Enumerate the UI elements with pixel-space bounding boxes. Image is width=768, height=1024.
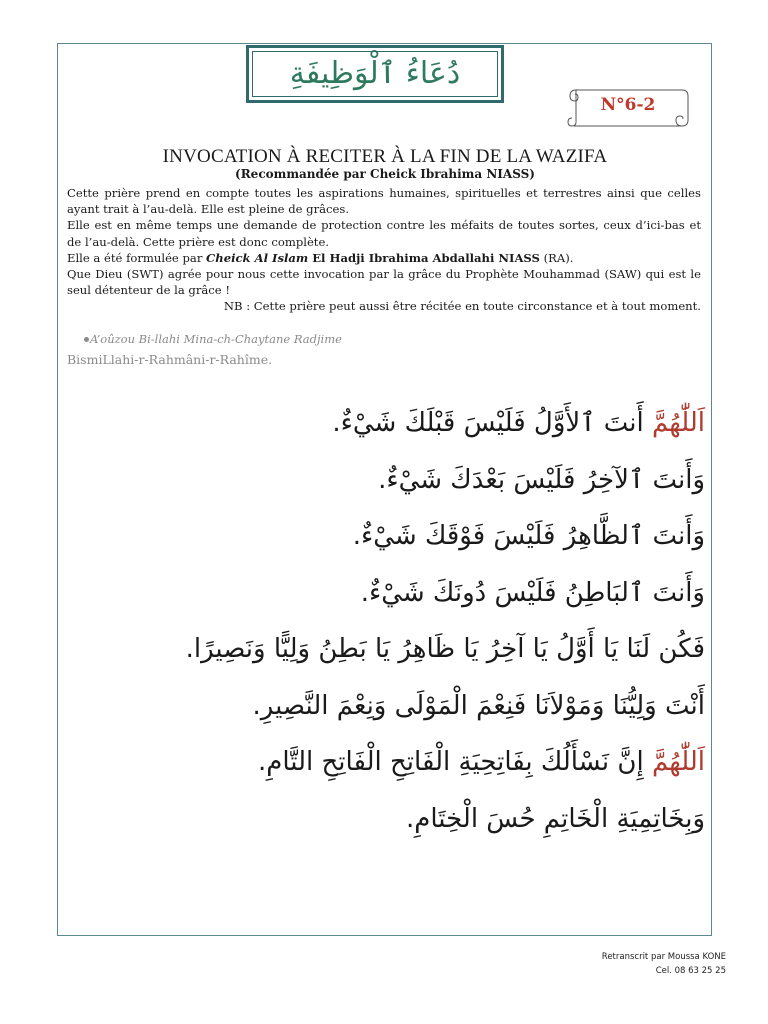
paragraph-protection: Elle est en même temps une demande de protection contre les méfaits de toutes sortes, ceux d’ici-bas et de l’au-delà. Cette prière est donc complète. <box>67 218 701 249</box>
bullet-text: A’oûzou Bi-llahi Mina-ch-Chaytane Radjime <box>90 332 342 346</box>
arabic-line-red: اَللّٰهُمَّ <box>651 747 705 777</box>
arabic-invocation <box>95 395 705 847</box>
arabic-line <box>95 508 705 565</box>
arabic-line-text: أَنْتَ وَلِيُّنَا وَمَوْلاَنَا فَنِعْمَ الْمَوْلَى وَنِعْمَ النَّصِيرِ. <box>252 690 705 721</box>
paragraph-blessing: Que Dieu (SWT) agrée pour nous cette invocation par la grâce du Prophète Mouhammad (SAW) qui est le seul détenteur de la grâce ! <box>67 267 701 298</box>
arabic-line-text: وَأَنتَ ٱلآخِرُ فَلَيْسَ بَعْدَكَ شَيْءٌ. <box>378 464 705 495</box>
paragraph-attribution <box>67 250 701 266</box>
bullet-icon <box>84 337 89 342</box>
number-scroll-badge <box>566 86 690 128</box>
transcriber-credit: Retranscrit par Moussa KONE <box>601 952 726 962</box>
title-box <box>246 45 504 103</box>
phone-number: Cel. 08 63 25 25 <box>655 966 726 976</box>
document-subheading: (Recommandée par Cheick Ibrahima NIASS) <box>235 167 535 181</box>
arabic-line-text: إِنَّ نَسْأَلُكَ بِفَاتِحِيَةِ الْفَاتِحِ الْفَاتِحِ التَّامِ. <box>257 747 652 777</box>
arabic-line <box>95 395 705 452</box>
arabic-line-red: اَللّٰهُمَّ <box>651 408 705 438</box>
arabic-line <box>95 621 705 678</box>
nb-note: NB : Cette prière peut aussi être récitée en toute circonstance et à tout moment. <box>223 299 701 314</box>
number-badge-text: N°6-2 <box>600 95 656 115</box>
arabic-line-text: وَأَنتَ ٱلظَّاهِرُ فَلَيْسَ فَوْقَكَ شَيْءٌ. <box>352 521 705 551</box>
arabic-line <box>95 678 705 735</box>
arabic-line <box>95 734 705 791</box>
arabic-line <box>95 452 705 509</box>
footer <box>602 950 726 978</box>
attribution-prefix: Elle a été formulée par <box>67 250 207 265</box>
attribution-name: El Hadji Ibrahima Abdallahi NIASS <box>308 250 540 265</box>
arabic-line-text: فَكُن لَنَا يَا أَوَّلُ يَا آخِرُ يَا ظَاهِرُ يَا بَطِنُ وَلِيًّا وَنَصِيرًا. <box>185 634 705 664</box>
attribution-suffix: (RA). <box>539 250 574 265</box>
bullet-item <box>90 332 342 346</box>
arabic-line <box>95 791 705 848</box>
arabic-line-text: أَنتَ ٱلأَوَّلُ فَلَيْسَ قَبْلَكَ شَيْءٌ. <box>332 408 652 438</box>
arabic-title: دُعَاءُ ٱلْوَظِيفَةِ <box>289 56 461 91</box>
arabic-line <box>95 565 705 622</box>
description-block <box>67 185 701 315</box>
bismillah-line: BismiLlahi-r-Rahmâni-r-Rahîme. <box>67 352 273 367</box>
document-heading: INVOCATION À RECITER À LA FIN DE LA WAZIFA <box>162 146 608 167</box>
paragraph-aspirations: Cette prière prend en compte toutes les aspirations humaines, spirituelles et terrestres ainsi que celles ayant trait à l’au-delà. Elle est pleine de grâces. <box>67 186 701 217</box>
arabic-line-text: وَأَنتَ ٱلبَاطِنُ فَلَيْسَ دُونَكَ شَيْءٌ. <box>360 577 705 608</box>
attribution-title: Cheick Al Islam <box>206 250 309 265</box>
arabic-line-text: وَبِخَاتِمِيَةِ الْخَاتِمِ حُسَ الْخِتَامِ. <box>405 803 705 834</box>
